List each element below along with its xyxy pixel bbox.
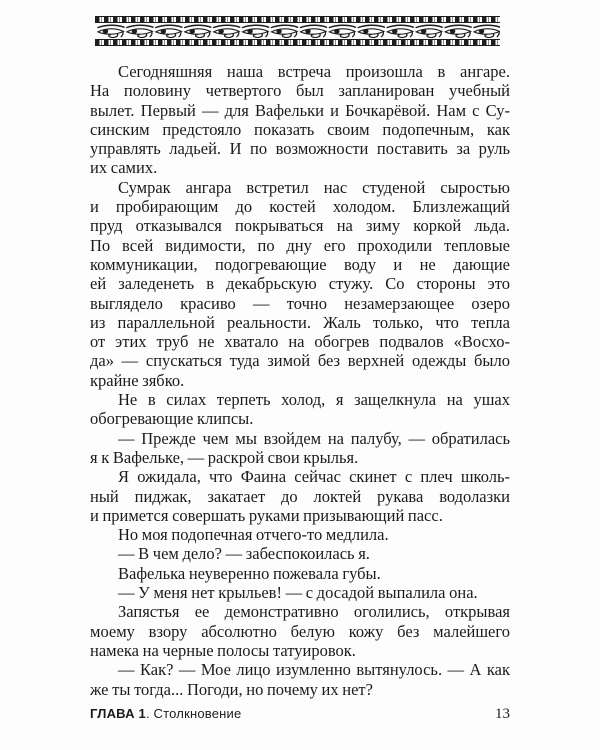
page-text bbox=[90, 62, 510, 699]
paragraph bbox=[90, 660, 510, 699]
text-line: да» — спускаться туда зимой без верхней одежды было bbox=[90, 351, 510, 371]
eye-of-horus-icon bbox=[185, 25, 211, 37]
eye-of-horus-row bbox=[95, 24, 500, 38]
paragraph bbox=[90, 178, 510, 390]
text-line: Не в силах терпеть холод, я защелкнула на ушах bbox=[118, 390, 510, 410]
text-line: На половину четвертого был запланирован учебный bbox=[90, 81, 510, 101]
text-line: ей заледенеть в декабрьскую стужу. Со стороны это bbox=[90, 274, 510, 294]
text-line: Запястья ее демонстративно оголились, открывая bbox=[118, 602, 510, 622]
page-footer bbox=[90, 706, 510, 723]
header-ornament bbox=[95, 16, 500, 46]
eye-of-horus-icon bbox=[127, 25, 153, 37]
paragraph bbox=[90, 467, 510, 525]
text-line: же ты тогда... Погоди, но почему их нет? bbox=[90, 679, 373, 699]
text-line: их самих. bbox=[90, 158, 158, 178]
text-line: — Как? — Мое лицо изумленно вытянулось. — А как bbox=[118, 660, 510, 680]
eye-of-horus-icon bbox=[98, 25, 124, 37]
text-line: Я ожидала, что Фаина сейчас скинет с плеч школь- bbox=[118, 467, 510, 487]
text-line: моему взору абсолютно белую кожу без малейшего bbox=[90, 621, 510, 641]
eye-of-horus-icon bbox=[416, 25, 442, 37]
text-line: из параллельной реальности. Жаль только, что тепла bbox=[90, 312, 510, 332]
eye-of-horus-icon bbox=[387, 25, 413, 37]
text-line: управлять ладьей. И по возможности поставить за руль bbox=[90, 139, 510, 159]
eye-of-horus-icon bbox=[445, 25, 471, 37]
running-title bbox=[90, 706, 241, 721]
text-line: коммуникации, подогревающие воду и не дающие bbox=[90, 254, 510, 274]
paragraph bbox=[90, 544, 510, 563]
text-line: от этих труб не хватало на обогрев подвалов «Восхо- bbox=[90, 332, 510, 352]
text-line: — Прежде чем мы взойдем на палубу, — обратилась bbox=[118, 428, 510, 448]
text-line: вылет. Первый — для Вафельки и Бочкарёвой. Нам с Су- bbox=[90, 100, 510, 120]
text-line: и примется совершать руками призывающий пасс. bbox=[90, 505, 443, 525]
ornament-chain-bottom bbox=[95, 39, 500, 46]
paragraph bbox=[90, 390, 510, 429]
text-line: синским предстояло показать своим подопечным, как bbox=[90, 119, 510, 139]
paragraph bbox=[90, 602, 510, 660]
eye-of-horus-icon bbox=[214, 25, 240, 37]
paragraph bbox=[90, 429, 510, 468]
paragraph bbox=[90, 62, 510, 178]
page-number: 13 bbox=[495, 706, 510, 722]
text-line: — У меня нет крыльев! — с досадой выпалила она. bbox=[118, 583, 478, 603]
eye-of-horus-icon bbox=[243, 25, 269, 37]
text-line: — В чем дело? — забеспокоилась я. bbox=[118, 544, 370, 564]
paragraph bbox=[90, 564, 510, 583]
eye-of-horus-icon bbox=[329, 25, 355, 37]
ornament-chain-top bbox=[95, 16, 500, 23]
paragraph bbox=[90, 583, 510, 602]
text-line: намека на черные полосы татуировок. bbox=[90, 640, 356, 660]
text-line: Сумрак ангара встретил нас студеной сыростью bbox=[118, 177, 510, 197]
text-line: я к Вафельке, — раскрой свои крылья. bbox=[90, 447, 359, 467]
text-line: пруд отказывался покрываться на зиму коркой льда. bbox=[90, 216, 510, 236]
text-line: и пробирающим до костей холодом. Близлежащий bbox=[90, 197, 510, 217]
eye-of-horus-icon bbox=[156, 25, 182, 37]
text-line: ный пиджак, закатает до локтей рукава водолазки bbox=[90, 486, 510, 506]
eye-of-horus-icon bbox=[358, 25, 384, 37]
text-line: Вафелька неуверенно пожевала губы. bbox=[118, 563, 381, 583]
chapter-title: . Столкновение bbox=[145, 706, 242, 721]
eye-of-horus-icon bbox=[474, 25, 500, 37]
paragraph bbox=[90, 525, 510, 544]
text-line: Сегодняшняя наша встреча произошла в ангаре. bbox=[118, 62, 510, 81]
text-line: обогревающие клипсы. bbox=[90, 409, 254, 429]
eye-of-horus-icon bbox=[300, 25, 326, 37]
text-line: По всей видимости, по дну его проходили тепловые bbox=[90, 235, 510, 255]
eye-of-horus-icon bbox=[272, 25, 298, 37]
text-line: крайне зябко. bbox=[90, 370, 185, 390]
text-line: выглядело красиво — точно незамерзающее озеро bbox=[90, 293, 510, 313]
chapter-label: ГЛАВА 1 bbox=[90, 706, 146, 721]
text-line: Но моя подопечная отчего-то медлила. bbox=[118, 525, 389, 545]
